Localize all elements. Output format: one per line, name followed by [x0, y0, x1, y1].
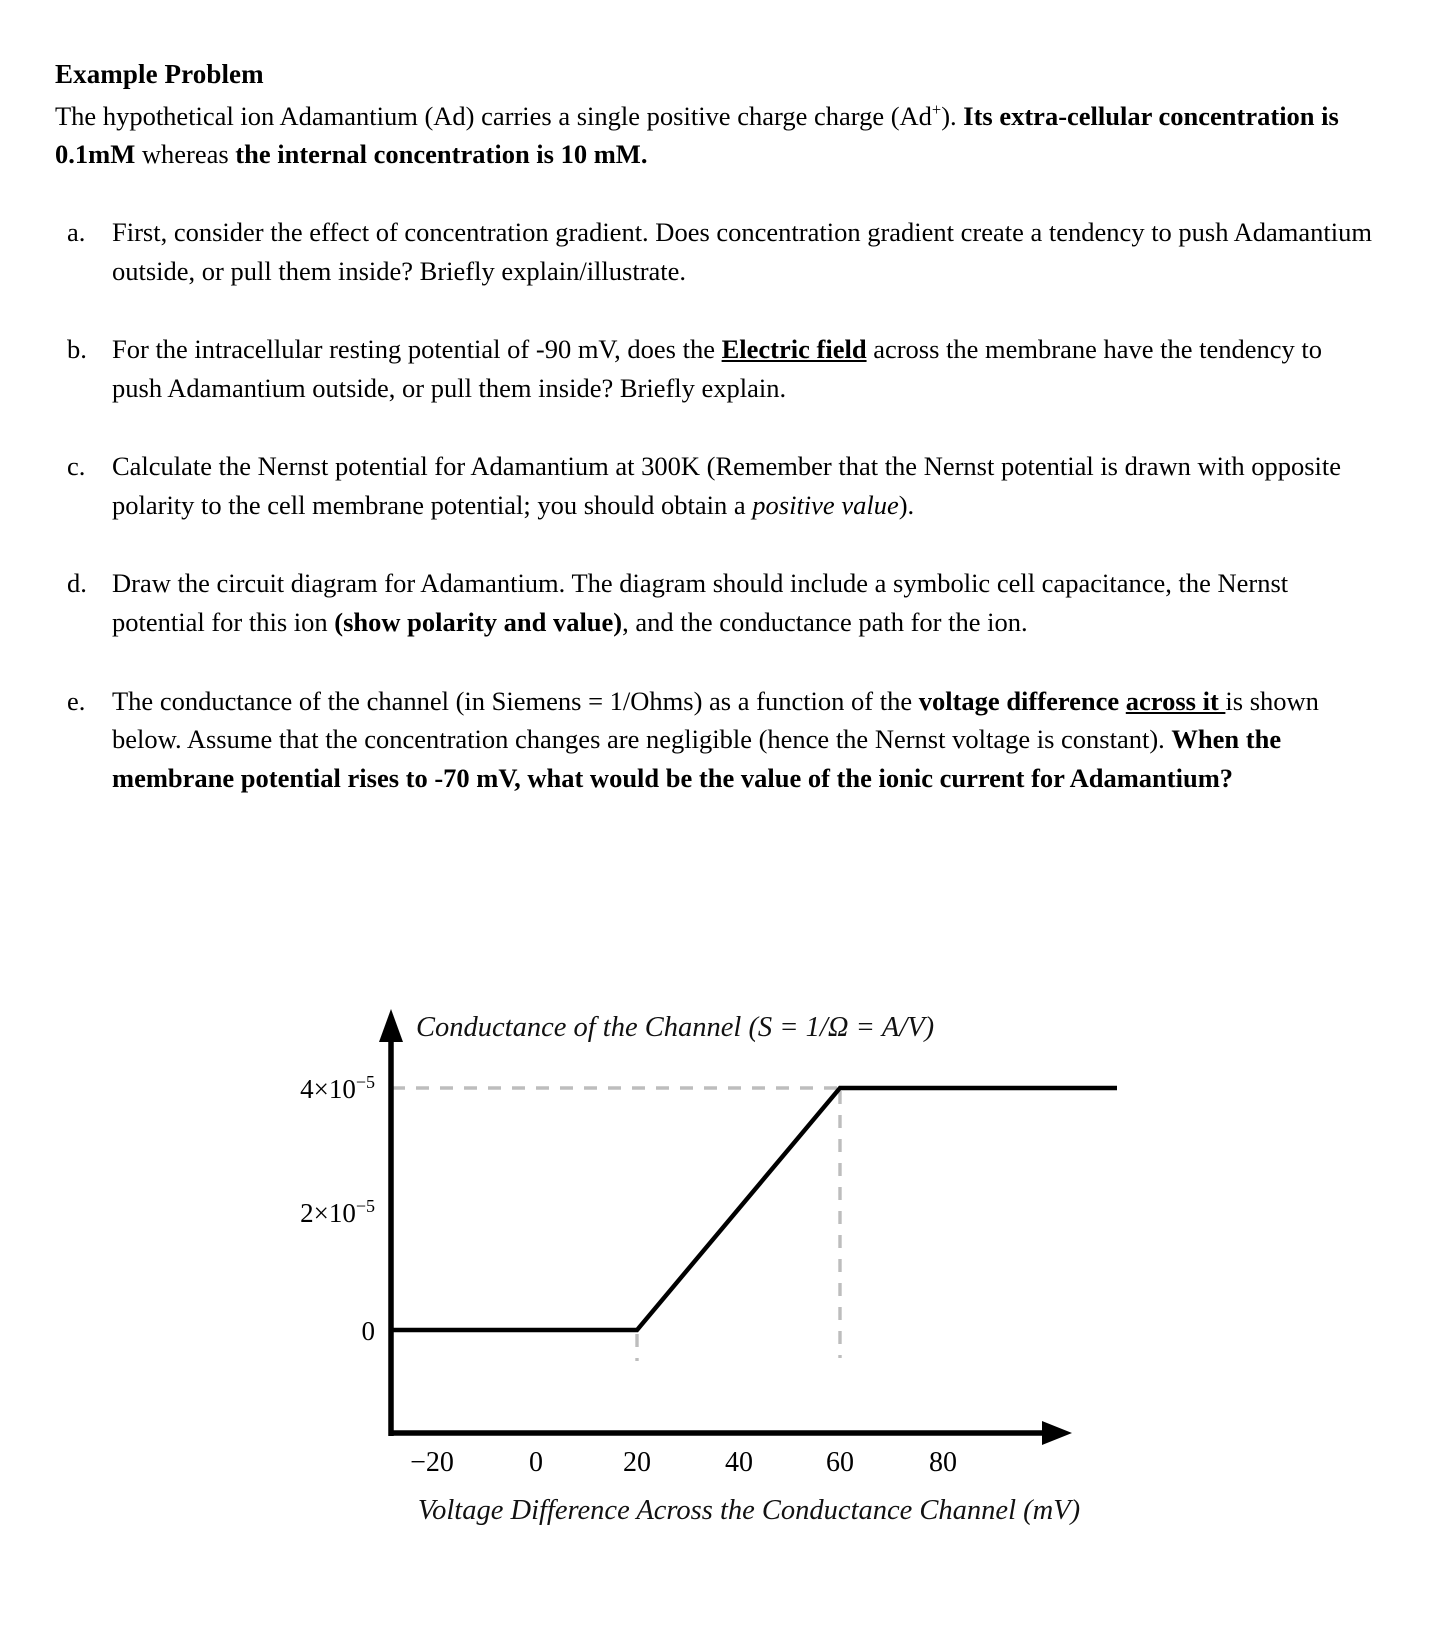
list-marker-e: e. [67, 685, 86, 716]
list-item-d-text-after: , and the conductance path for the ion. [622, 607, 1028, 638]
list-item-e [55, 682, 1375, 798]
list-item-c-text-after: ). [898, 489, 915, 520]
question-list [55, 213, 1375, 797]
conductance-curve [392, 1088, 1117, 1330]
y-tick-label-4e-5 [300, 1072, 375, 1104]
list-item-a-text: First, consider the effect of concentration gradient. Does concentration gradient create a tendency to push Adamantium outside, or pull them inside? Briefly explain/illustrate. [112, 217, 1373, 286]
y-axis-arrowhead [379, 1009, 403, 1042]
charge-superscript: + [931, 100, 942, 120]
x-tick-label-80: 80 [929, 1447, 957, 1478]
x-tick-label-0: 0 [529, 1447, 543, 1478]
list-item-e-text-a: The conductance of the channel (in Siemens = 1/Ohms) as a function of the [112, 685, 919, 716]
y-tick-2e5-exponent: −5 [355, 1196, 375, 1216]
x-axis [391, 1421, 1072, 1445]
voltage-difference-emphasis: voltage difference [918, 685, 1126, 716]
membrane-potential-question-emphasis: When the membrane potential rises to -70 mV, what would be the value of the ionic current for Adamantium? [112, 724, 1282, 793]
list-item-b-text-after: across the membrane have the tendency to push Adamantium outside, or pull them inside? Briefly explain. [112, 334, 1323, 403]
x-axis-arrowhead [1042, 1421, 1072, 1445]
chart-title: Conductance of the Channel (S = 1/Ω = A/V) [416, 1012, 935, 1043]
list-marker-c: c. [67, 451, 86, 482]
y-axis [379, 1009, 403, 1436]
x-tick-label-minus20: −20 [410, 1447, 454, 1478]
list-item-d [55, 564, 1375, 641]
intro-bold-internal: the internal concentration is 10 mM. [235, 138, 648, 169]
show-polarity-emphasis: (show polarity and value) [334, 607, 623, 638]
y-tick-4e5-mantissa: 4×10 [300, 1074, 356, 1104]
list-item-b-text-before: For the intracellular resting potential of -90 mV, does the [112, 334, 722, 365]
x-tick-label-60: 60 [826, 1447, 854, 1478]
intro-text-part2: ). [941, 100, 964, 131]
intro-text-part1: The hypothetical ion Adamantium (Ad) carries a single positive charge charge (Ad [55, 100, 932, 131]
x-tick-label-20: 20 [623, 1447, 651, 1478]
electric-field-emphasis: Electric field [721, 334, 867, 365]
x-tick-label-40: 40 [725, 1447, 753, 1478]
positive-value-emphasis: positive value [752, 489, 899, 520]
intro-bold-extracellular: Its extra-cellular concentration is 0.1mM [55, 100, 1339, 169]
list-item-b [55, 330, 1375, 407]
x-axis-title: Voltage Difference Across the Conductance Channel (mV) [417, 1495, 1081, 1526]
list-item-e-text-d: is shown below. Assume that the concentration changes are negligible (hence the Nernst voltage is constant). [112, 685, 1319, 755]
conductance-chart [0, 992, 1452, 1552]
problem-text-block [55, 58, 1375, 797]
list-marker-a: a. [67, 217, 86, 248]
list-item-c-text-before: Calculate the Nernst potential for Adamantium at 300K (Remember that the Nernst potential is drawn with opposite polarity to the cell membrane potential; you should obtain a [112, 451, 1342, 520]
page-title: Example Problem [55, 59, 264, 89]
across-it-emphasis: across it [1125, 685, 1226, 716]
y-tick-2e5-mantissa: 2×10 [300, 1198, 356, 1228]
list-item-c [55, 447, 1375, 524]
y-tick-label-2e-5 [300, 1196, 375, 1228]
list-item-d-text-before: Draw the circuit diagram for Adamantium. The diagram should include a symbolic cell capacitance, the Nernst potential for this ion [112, 568, 1289, 638]
y-tick-4e5-exponent: −5 [355, 1072, 375, 1092]
list-item-a [55, 213, 1375, 290]
list-marker-d: d. [67, 568, 87, 599]
list-marker-b: b. [67, 334, 87, 365]
y-tick-label-0: 0 [361, 1316, 375, 1346]
intro-text-mid: whereas [135, 138, 236, 169]
intro-paragraph [55, 98, 1375, 173]
